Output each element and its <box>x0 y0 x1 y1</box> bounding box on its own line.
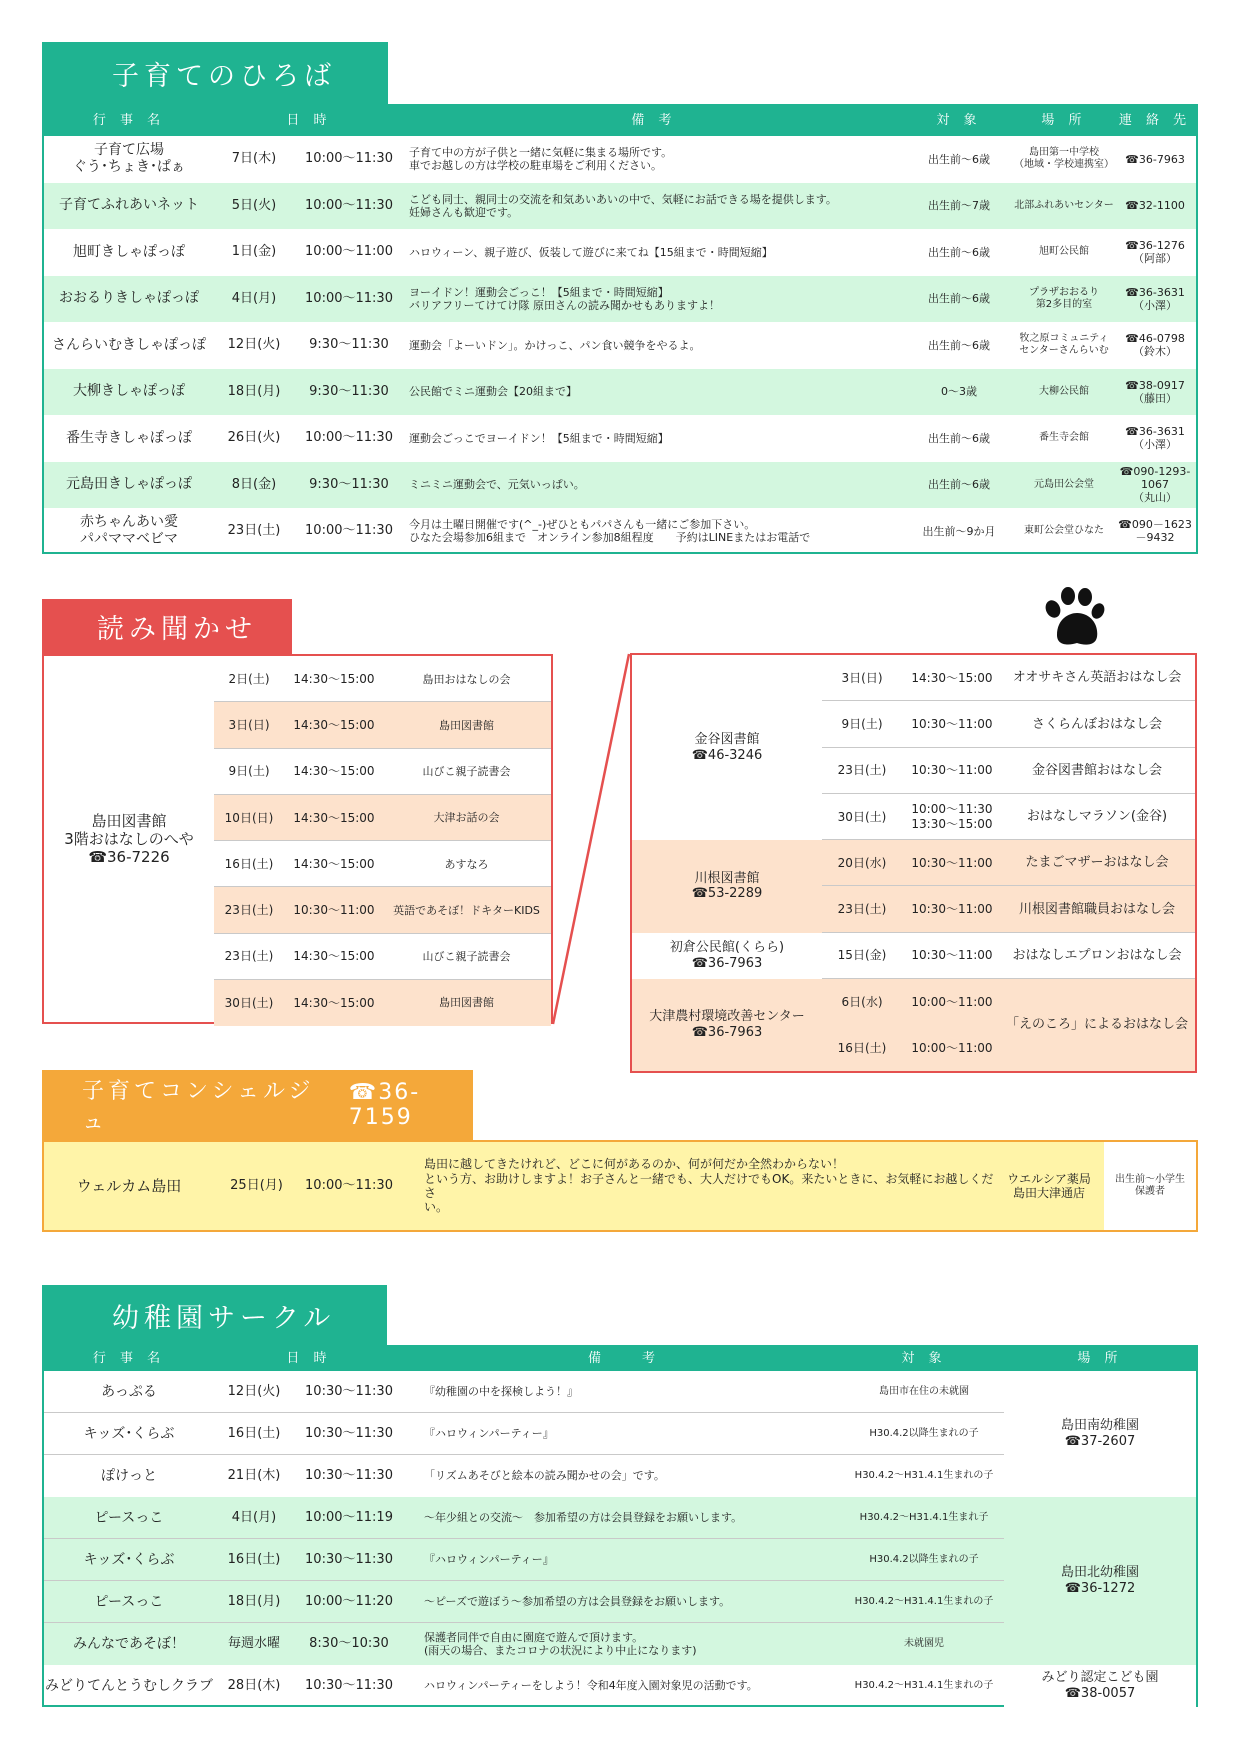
circle-day: 21日(木) <box>227 1468 281 1484</box>
event-target: 出生前～7歳 <box>928 199 990 213</box>
event-place: 番生寺会館 <box>1039 432 1089 444</box>
circle-name: みどりてんとうむしクラブ <box>45 1677 213 1694</box>
event-place: 牧之原コミュニティ センターさんらいむ <box>1019 333 1109 357</box>
event-name: 赤ちゃんあい愛 パパママベビマ <box>80 514 178 548</box>
circle-target: H30.4.2以降生まれの子 <box>869 1554 979 1565</box>
circle-day: 18日(月) <box>227 1594 281 1610</box>
event-name: 旭町きしゃぽっぽ <box>73 243 185 260</box>
table-row <box>44 369 1196 416</box>
circle-note: 保護者同伴で自由に園庭で遊んで頂けます。 (雨天の場合、またコロナの状況により中止になります) <box>424 1630 697 1657</box>
reading-event: 川根図書館職員おはなし会 <box>1018 901 1175 917</box>
hdr4-datetime: 日 時 <box>286 1351 332 1367</box>
event-place: 島田第一中学校 （地域・学校連携室） <box>1014 147 1114 171</box>
circle-note: 『ハロウィンパーティー』 <box>424 1553 554 1567</box>
circle-time: 8:30～10:30 <box>309 1636 389 1652</box>
list-item <box>822 840 1195 886</box>
event-note: 公民館でミニ運動会【20組まで】 <box>409 385 577 399</box>
event-place: 大柳公民館 <box>1039 385 1089 397</box>
reading-day: 20日(水) <box>837 855 887 870</box>
hdr-event: 行 事 名 <box>92 113 166 129</box>
circle-time: 10:00～11:20 <box>305 1594 393 1610</box>
reading-event: 大津お話の会 <box>433 811 500 825</box>
reading-day: 3日(日) <box>841 670 883 685</box>
reading-day: 6日(水) <box>841 994 883 1009</box>
event-note: こども同士、親同士の交流を和気あいあいの中で、気軽にお話できる場を提供します。 妊婦さんも歓迎です。 <box>409 192 837 219</box>
list-item <box>214 702 551 748</box>
table-row <box>44 1455 1004 1497</box>
reading-place: 大津農村環境改善センター ☎36-7963 <box>649 1009 805 1040</box>
event-target: 出生前～6歳 <box>928 152 990 166</box>
reading-time: 10:00～11:30 13:30～15:00 <box>911 802 993 831</box>
list-item <box>822 701 1195 747</box>
event-target: 出生前～6歳 <box>928 338 990 352</box>
circle-note: 『幼稚園の中を探検しよう！』 <box>424 1385 578 1399</box>
table-row <box>44 508 1196 555</box>
table-row <box>44 1497 1004 1539</box>
concierge-time: 10:00～11:30 <box>305 1178 393 1194</box>
list-item <box>214 887 551 933</box>
reading-event: 島田おはなしの会 <box>422 672 511 686</box>
reading-time: 10:30～11:00 <box>293 903 375 918</box>
list-item <box>822 655 1195 701</box>
circle-time: 10:00～11:19 <box>305 1510 393 1526</box>
concierge-box <box>42 1140 1198 1232</box>
circle-name: ぽけっと <box>101 1467 157 1484</box>
event-time: 10:00～11:30 <box>305 430 393 446</box>
event-place: 旭町公民館 <box>1039 246 1089 258</box>
hdr4-place: 場 所 <box>1077 1351 1123 1367</box>
event-day: 8日(金) <box>231 476 277 492</box>
reading-time: 14:30～15:00 <box>293 949 375 964</box>
reading-event: おはなしエプロンおはなし会 <box>1012 947 1182 963</box>
reading-time: 14:30～15:00 <box>293 671 375 686</box>
circle-target: 島田市在住の未就園 <box>879 1386 969 1397</box>
event-note: 今月は土曜日開催です(^_-)ぜひともパパさんも一緒にご参加下さい。 ひなた会場参加6組まで オンライン参加8組程度 予約はLINEまたはお電話で <box>409 518 811 545</box>
event-name: おおるりきしゃぽっぽ <box>59 290 199 307</box>
event-day: 5日(火) <box>231 197 277 213</box>
section1-table <box>42 104 1198 554</box>
list-item <box>822 748 1195 794</box>
circle-name: ピースっこ <box>94 1593 164 1610</box>
reading-time: 10:30～11:00 <box>911 902 993 917</box>
circle-name: キッズ･くらぶ <box>83 1551 175 1568</box>
circle-time: 10:30～11:30 <box>305 1384 393 1400</box>
event-note: ハロウィーン、親子遊び、仮装して遊びに来てね【15組まで・時間短縮】 <box>409 245 773 259</box>
table-row <box>44 1371 1004 1413</box>
reading-day: 30日(土) <box>224 995 274 1010</box>
section4-table <box>42 1345 1198 1707</box>
circle-day: 12日(火) <box>227 1384 281 1400</box>
reading-time: 10:00～11:00 <box>911 994 993 1009</box>
table-row <box>44 1413 1004 1455</box>
circle-time: 10:30～11:30 <box>305 1678 393 1694</box>
reading-day: 10日(日) <box>224 810 274 825</box>
reading-day: 15日(金) <box>837 948 887 963</box>
section1-title: 子育てのひろば <box>42 42 388 104</box>
concierge-note: 島田に越してきたけれど、どこに何があるのか、何が何だか全然わからない！ という方、お助けしますよ！お子さんと一緒でも、大人だけでもOK。来たいときに、お気軽にお越しくださ い。 <box>424 1157 994 1215</box>
reading-time: 10:00～11:00 <box>911 1040 993 1055</box>
list-item <box>214 980 551 1026</box>
circle-target: H30.4.2～H31.4.1生まれ子 <box>859 1512 989 1523</box>
event-time: 10:00～11:30 <box>305 151 393 167</box>
reading-day: 16日(土) <box>837 1040 887 1055</box>
table-row <box>44 136 1196 183</box>
reading-event: 島田図書館 <box>439 996 494 1010</box>
reading-day: 3日(日) <box>228 718 270 733</box>
circle-note: ハロウィンパーティーをしよう！令和4年度入園対象児の活動です。 <box>424 1679 758 1693</box>
list-item <box>822 886 1195 932</box>
circle-note: ～ピーズで遊ぼう～参加希望の方は会員登録をお願いします。 <box>424 1595 731 1609</box>
event-contact: ☎36-7963 <box>1125 152 1185 166</box>
reading-day: 23日(土) <box>224 903 274 918</box>
concierge-place: ウエルシア薬局 島田大津通店 <box>1007 1171 1091 1200</box>
reading-day: 9日(土) <box>228 764 270 779</box>
event-note: 運動会ごっこでヨーイドン！【5組まで・時間短縮】 <box>409 431 669 445</box>
event-target: 出生前～6歳 <box>928 292 990 306</box>
event-name: 大柳きしゃぽっぽ <box>73 383 185 400</box>
list-item <box>214 841 551 887</box>
reading-event: たまごマザーおはなし会 <box>1025 855 1169 871</box>
circle-target: H30.4.2～H31.4.1生まれの子 <box>854 1596 994 1607</box>
circle-day: 16日(土) <box>227 1426 281 1442</box>
hdr-place: 場 所 <box>1041 113 1087 129</box>
circle-target: H30.4.2～H31.4.1生まれの子 <box>854 1680 994 1691</box>
circle-day: 16日(土) <box>227 1552 281 1568</box>
circle-day: 毎週水曜 <box>227 1636 280 1652</box>
event-contact: ☎090-1293-1067 （丸山） <box>1119 464 1191 505</box>
event-place: 北部ふれあいセンター <box>1014 199 1114 211</box>
event-contact: ☎36-3631 （小澤） <box>1125 425 1185 452</box>
event-contact: ☎38-0917 （藤田） <box>1125 378 1185 405</box>
section3-phone: ☎36-7159 <box>348 1080 421 1130</box>
concierge-target: 出生前～小学生 保護者 <box>1104 1142 1196 1230</box>
reading-time: 14:30～15:00 <box>293 764 375 779</box>
table-row <box>44 276 1196 323</box>
event-name: 子育てふれあいネット <box>59 197 199 214</box>
reading-event: あすなろ <box>444 857 489 871</box>
circle-note: ～年少組との交流～ 参加希望の方は会員登録をお願いします。 <box>424 1511 743 1525</box>
section3-title: 子育てコンシェルジュ <box>82 1079 315 1135</box>
event-target: 出生前～6歳 <box>928 245 990 259</box>
event-contact: ☎36-3631 （小澤） <box>1125 285 1185 312</box>
reading-left-place: 島田図書館 3階おはなしのへや ☎36-7226 <box>64 812 194 866</box>
circle-name: みんなであそぼ！ <box>73 1635 185 1652</box>
event-day: 4日(月) <box>231 290 277 306</box>
circle-note: 「リズムあそびと絵本の読み聞かせの会」です。 <box>424 1469 665 1483</box>
section2-title: 読み聞かせ <box>42 599 292 654</box>
reading-place: 初倉公民館(くらら) ☎36-7963 <box>669 940 785 971</box>
event-target: 0～3歳 <box>941 385 977 399</box>
event-day: 26日(火) <box>227 430 281 446</box>
circle-note: 『ハロウィンパーティー』 <box>424 1427 554 1441</box>
kindergarten-place: 島田北幼稚園 ☎36-1272 <box>1004 1497 1196 1665</box>
section3-title-bar <box>42 1070 473 1140</box>
event-note: 子育て中の方が子供と一緒に気軽に集まる場所です。 車でお越しの方は学校の駐車場をご利用ください。 <box>409 146 673 173</box>
kindergarten-place: みどり認定こども園 ☎38-0057 <box>1004 1665 1196 1707</box>
kindergarten-place: 島田南幼稚園 ☎37-2607 <box>1004 1371 1196 1497</box>
reading-time: 10:30～11:00 <box>911 855 993 870</box>
event-day: 18日(月) <box>227 383 281 399</box>
reading-time: 14:30～15:00 <box>911 670 993 685</box>
event-time: 9:30～11:30 <box>309 337 389 353</box>
reading-day: 23日(土) <box>837 763 887 778</box>
concierge-day: 25日(月) <box>230 1178 283 1194</box>
hdr4-target: 対 象 <box>901 1351 947 1367</box>
list-item <box>822 933 1195 979</box>
section4-header <box>44 1347 1196 1371</box>
list-item <box>822 794 1195 840</box>
list-item <box>214 656 551 702</box>
circle-day: 28日(木) <box>227 1678 281 1694</box>
hdr-datetime: 日 時 <box>286 113 332 129</box>
circle-name: あっぷる <box>101 1383 157 1400</box>
table-row <box>44 322 1196 369</box>
event-day: 23日(土) <box>227 523 281 539</box>
event-time: 9:30～11:30 <box>309 383 389 399</box>
table-row <box>44 415 1196 462</box>
concierge-name: ウェルカム島田 <box>76 1177 182 1195</box>
event-target: 出生前～6歳 <box>928 478 990 492</box>
event-contact: ☎32-1100 <box>1125 199 1185 213</box>
circle-time: 10:30～11:30 <box>305 1426 393 1442</box>
circle-name: ピースっこ <box>94 1509 164 1526</box>
reading-event: 金谷図書館おはなし会 <box>1031 762 1162 778</box>
reading-time: 10:30～11:00 <box>911 763 993 778</box>
event-name: 子育て広場 ぐう･ちょき･ぱぁ <box>73 142 185 176</box>
reading-event: 山びこ親子読書会 <box>422 950 511 964</box>
event-time: 9:30～11:30 <box>309 476 389 492</box>
reading-time: 10:30～11:00 <box>911 717 993 732</box>
hdr-note: 備 考 <box>631 113 677 129</box>
table-row <box>44 1581 1004 1623</box>
connector-line <box>551 652 631 1026</box>
circle-time: 10:30～11:30 <box>305 1552 393 1568</box>
table-row <box>44 183 1196 230</box>
hdr-target: 対 象 <box>936 113 982 129</box>
table-row <box>44 462 1196 509</box>
event-contact: ☎46-0798 （鈴木） <box>1125 332 1185 359</box>
event-place: 元島田公会堂 <box>1034 478 1094 490</box>
event-name: 番生寺きしゃぽっぽ <box>66 429 192 446</box>
event-note: 運動会「よーいドン」。かけっこ、パン食い競争をやるよ。 <box>409 338 701 352</box>
reading-day: 16日(土) <box>224 856 274 871</box>
table-row <box>44 1623 1004 1665</box>
paw-print-icon <box>1035 583 1115 653</box>
circle-name: キッズ･くらぶ <box>83 1425 175 1442</box>
event-contact: ☎090－1623－9432 <box>1118 518 1192 545</box>
reading-time: 14:30～15:00 <box>293 856 375 871</box>
event-contact: ☎36-1276 （阿部） <box>1125 239 1185 266</box>
reading-event: おはなしマラソン(金谷) <box>1026 809 1168 825</box>
event-time: 10:00～11:30 <box>305 290 393 306</box>
event-place: プラザおおるり 第2多目的室 <box>1029 286 1099 310</box>
event-note: ミニミニ運動会で、元気いっぱい。 <box>409 478 585 492</box>
event-day: 7日(木) <box>231 151 277 167</box>
list-item <box>214 934 551 980</box>
reading-right-box <box>630 653 1197 1073</box>
reading-day: 23日(土) <box>837 902 887 917</box>
hdr4-note: 備 考 <box>587 1351 660 1367</box>
reading-event: さくらんぼおはなし会 <box>1031 716 1162 732</box>
reading-day: 9日(土) <box>841 717 883 732</box>
reading-time: 10:30～11:00 <box>911 948 993 963</box>
reading-event: 英語であそぼ！ドキターKIDS <box>393 903 540 917</box>
reading-day: 30日(土) <box>837 809 887 824</box>
event-name: 元島田きしゃぽっぽ <box>66 476 192 493</box>
circle-target: H30.4.2以降生まれの子 <box>869 1428 979 1439</box>
event-place: 東町公会堂ひなた <box>1024 525 1104 537</box>
reading-left-box <box>42 654 553 1024</box>
event-time: 10:00～11:00 <box>305 244 393 260</box>
circle-time: 10:30～11:30 <box>305 1468 393 1484</box>
reading-day: 2日(土) <box>228 671 270 686</box>
reading-time: 14:30～15:00 <box>293 810 375 825</box>
event-target: 出生前～9か月 <box>922 524 996 538</box>
event-day: 1日(金) <box>231 244 277 260</box>
circle-day: 4日(月) <box>231 1510 277 1526</box>
reading-time: 14:30～15:00 <box>293 995 375 1010</box>
reading-event: 島田図書館 <box>439 718 494 732</box>
event-target: 出生前～6歳 <box>928 431 990 445</box>
event-time: 10:00～11:30 <box>305 197 393 213</box>
section1-header <box>44 106 1196 136</box>
section4-title: 幼稚園サークル <box>42 1285 387 1345</box>
table-row <box>44 229 1196 276</box>
list-item <box>214 795 551 841</box>
hdr4-event: 行 事 名 <box>92 1351 166 1367</box>
event-day: 12日(火) <box>227 337 281 353</box>
circle-target: H30.4.2～H31.4.1生まれの子 <box>854 1470 994 1481</box>
reading-day: 23日(土) <box>224 949 274 964</box>
reading-event: 山びこ親子読書会 <box>422 765 511 779</box>
circle-target: 未就園児 <box>904 1638 944 1649</box>
reading-time: 14:30～15:00 <box>293 718 375 733</box>
reading-place: 金谷図書館 ☎46-3246 <box>691 731 763 763</box>
list-item <box>214 749 551 795</box>
hdr-contact: 連 絡 先 <box>1118 113 1192 129</box>
reading-place: 川根図書館 ☎53-2289 <box>691 870 763 902</box>
reading-event-merged: 「えのころ」によるおはなし会 <box>1005 1017 1188 1033</box>
table-row <box>44 1539 1004 1581</box>
reading-event: オオサキさん英語おはなし会 <box>1012 670 1182 686</box>
table-row <box>44 1665 1004 1707</box>
event-time: 10:00～11:30 <box>305 523 393 539</box>
event-note: ヨーイドン！運動会ごっこ！【5組まで・時間短縮】 バリアフリーてけてけ隊 原田さんの読み聞かせもありますよ！ <box>409 285 721 312</box>
event-name: さんらいむきしゃぽっぽ <box>52 336 206 353</box>
